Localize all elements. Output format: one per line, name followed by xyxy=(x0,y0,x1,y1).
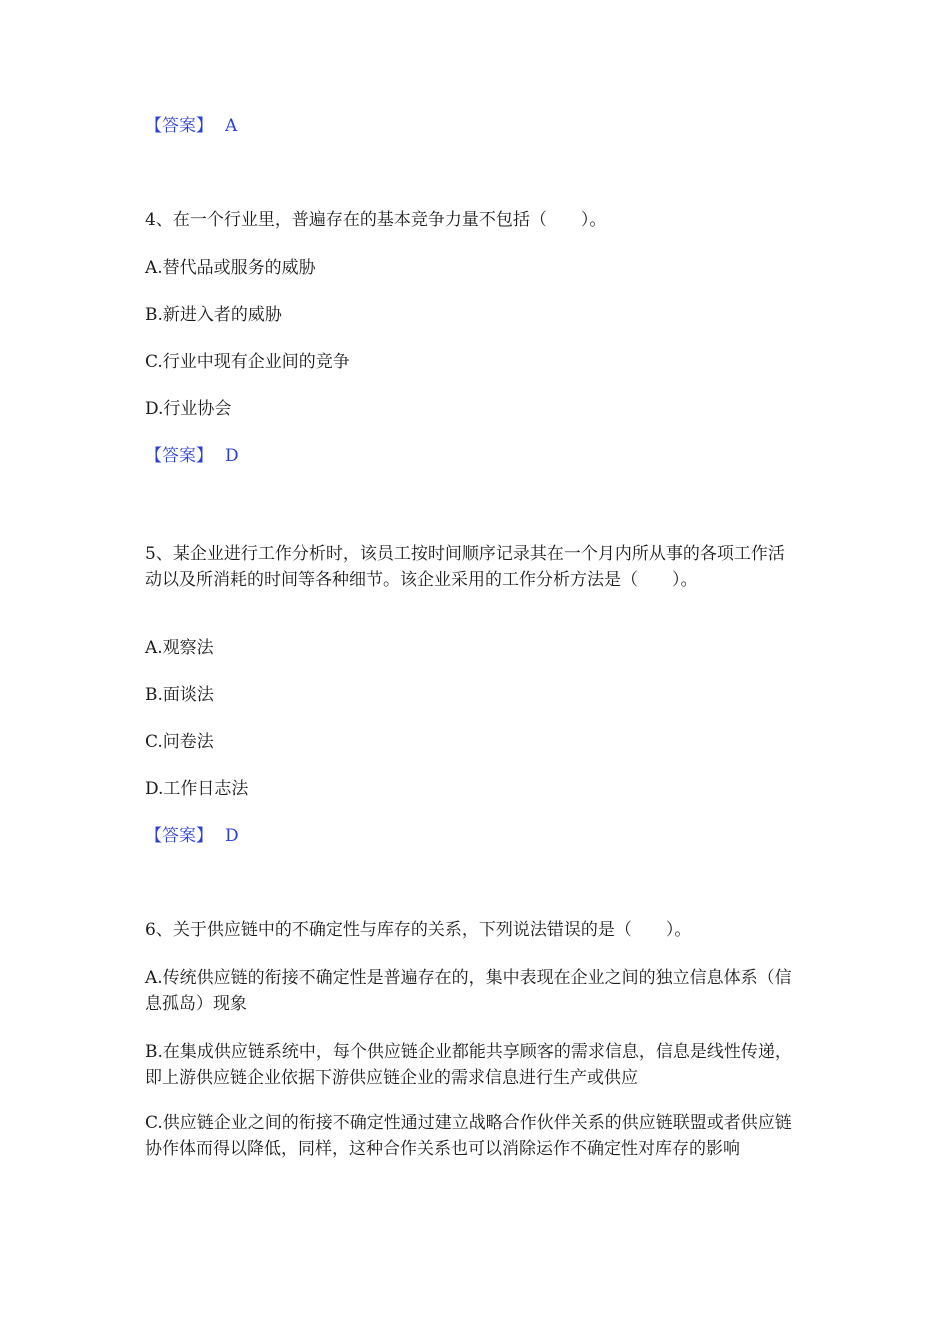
answer-label: 【答案】 xyxy=(145,446,213,466)
q5-answer xyxy=(145,824,239,848)
q4-option-d: D.行业协会 xyxy=(145,399,232,419)
q5-option-d: D.工作日志法 xyxy=(145,779,249,799)
q3-answer xyxy=(145,114,237,138)
answer-value: A xyxy=(225,116,238,136)
q4-option-c: C.行业中现有企业间的竞争 xyxy=(145,352,350,372)
q6-option-c: C.供应链企业之间的衔接不确定性通过建立战略合作伙伴关系的供应链联盟或者供应链协作体而得以降低，同样，这种合作关系也可以消除运作不确定性对库存的影响 xyxy=(145,1113,792,1159)
answer-label: 【答案】 xyxy=(145,826,213,846)
answer-value: D xyxy=(225,446,239,466)
q6-option-b: B.在集成供应链系统中，每个供应链企业都能共享顾客的需求信息，信息是线性传递，即上游供应链企业依据下游供应链企业的需求信息进行生产或供应 xyxy=(145,1042,792,1088)
q5-option-c: C.问卷法 xyxy=(145,732,214,752)
q4-question: 4、在一个行业里，普遍存在的基本竞争力量不包括（ ）。 xyxy=(145,210,607,230)
q4-option-b: B.新进入者的威胁 xyxy=(145,305,282,325)
q5-question: 5、某企业进行工作分析时，该员工按时间顺序记录其在一个月内所从事的各项工作活动以及所消耗的时间等各种细节。该企业采用的工作分析方法是（ ）。 xyxy=(145,544,785,590)
q5-option-a: A.观察法 xyxy=(145,638,214,658)
q5-option-b: B.面谈法 xyxy=(145,685,214,705)
q4-option-a: A.替代品或服务的威胁 xyxy=(145,258,316,278)
q6-question: 6、关于供应链中的不确定性与库存的关系，下列说法错误的是（ ）。 xyxy=(145,920,692,940)
answer-value: D xyxy=(225,826,239,846)
q4-answer xyxy=(145,444,239,468)
q6-option-a: A.传统供应链的衔接不确定性是普遍存在的，集中表现在企业之间的独立信息体系（信息孤岛）现象 xyxy=(145,968,792,1014)
answer-label: 【答案】 xyxy=(145,116,213,136)
